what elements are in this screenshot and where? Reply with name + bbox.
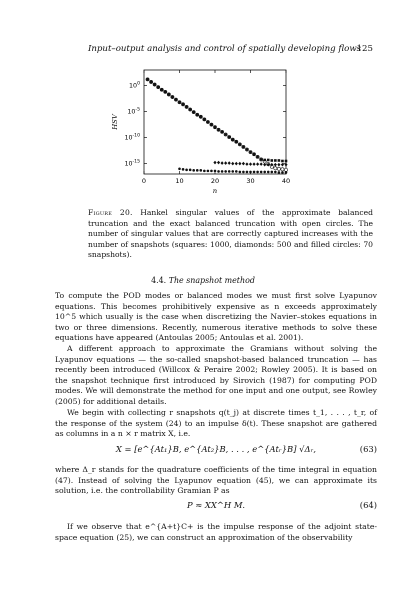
hsv-point-1000-snapshots: [210, 123, 213, 126]
hsv-point-1000-snapshots: [150, 81, 153, 84]
hsv-point-70-snapshots: [214, 170, 217, 173]
hsv-point-500-snapshots: [274, 163, 277, 167]
y-tick-label: $10^{-15}$: [124, 159, 140, 168]
paragraph-1: To compute the POD modes or balanced modes we must first solve Lyapunov equations. This becomes prohibitively expensive as n exceeds approximately 10^5 which usually is the case when discretizing the Navier–stokes equations in two or three dimensions. Recently, numerous iterative methods to solve these equations have appeared (Antoulas 2005; Antoulas et al. 2001).: [55, 291, 377, 342]
hsv-point-70-snapshots: [281, 171, 284, 174]
hsv-point-1000-snapshots: [221, 131, 224, 134]
paragraph-3: We begin with collecting r snapshots q(t_j) at discrete times t_1, . . . , t_r, of the response of the system (24) to an impulse δ(t). These snapshot are gathered as columns in a n × r matrix X, i.e.: [55, 408, 377, 438]
hsv-point-1000-snapshots: [235, 140, 238, 143]
hsv-point-1000-snapshots: [157, 86, 160, 89]
hsv-point-1000-snapshots: [231, 138, 234, 141]
running-title: Input–output analysis and control of spatially developing flows: [88, 44, 362, 54]
equation-63: [55, 444, 377, 458]
hsv-point-1000-snapshots: [164, 91, 167, 94]
hsv-point-500-snapshots: [231, 162, 234, 166]
hsv-point-1000-snapshots: [189, 108, 192, 111]
hsv-point-70-snapshots: [267, 171, 270, 174]
hsv-point-70-snapshots: [203, 170, 206, 173]
equation-64: [55, 500, 377, 514]
paragraph-2: A different approach to approximate the Gramians without solving the Lyapunov equations — the so-called snapshot-based balanced truncation — has recently been introduced (Willcox & Peraire 2002; Rowley 2005). It is based on the snapshot technique first introduced by Sirovich (1987) for computing POD modes. We will demonstrate the method for one input and one output, see Rowley (2005) for additional details.: [55, 344, 377, 406]
equation-63-body: X = [e^{At₁}B, e^{At₂}B, . . . , e^{Atᵣ}B] √Δᵣ,: [115, 444, 317, 454]
hsv-point-500-snapshots: [238, 162, 241, 166]
hsv-point-exact: [281, 168, 284, 171]
hsv-point-1000-snapshots: [246, 148, 249, 151]
hsv-point-70-snapshots: [221, 170, 224, 173]
section-number: 4.4.: [151, 276, 167, 285]
paragraph-5: If we observe that e^{A+t}C+ is the impulse response of the adjoint state-space equation (25), we can construct an approximation of the observability: [55, 522, 377, 542]
equation-64-number: (64): [359, 500, 377, 510]
y-tick-label: $10^{-10}$: [124, 133, 140, 142]
hsv-point-70-snapshots: [256, 171, 259, 174]
hsv-point-500-snapshots: [263, 163, 266, 167]
x-tick-label: 40: [281, 177, 291, 185]
plot-frame: [144, 70, 286, 174]
section-heading: [0, 276, 406, 285]
hsv-point-1000-snapshots: [239, 143, 242, 146]
hsv-point-1000-snapshots: [192, 111, 195, 114]
hsv-point-1000-snapshots: [214, 126, 217, 129]
x-tick-label: 0: [141, 177, 147, 185]
hsv-point-500-snapshots: [213, 161, 216, 165]
hsv-point-1000-snapshots: [217, 129, 220, 132]
hsv-point-70-snapshots: [235, 170, 238, 173]
y-axis-label: HSV: [111, 114, 119, 130]
hsv-point-1000-snapshots: [274, 159, 277, 162]
hsv-point-70-snapshots: [260, 171, 263, 174]
hsv-point-70-snapshots: [196, 169, 199, 172]
hsv-point-1000-snapshots: [271, 159, 274, 162]
hsv-point-500-snapshots: [245, 162, 248, 166]
hsv-point-exact: [284, 168, 287, 171]
hsv-point-70-snapshots: [253, 171, 256, 174]
hsv-point-70-snapshots: [249, 171, 252, 174]
hsv-point-70-snapshots: [285, 171, 288, 174]
hsv-point-1000-snapshots: [281, 160, 284, 163]
x-tick-label: 20: [210, 177, 220, 185]
hsv-point-70-snapshots: [224, 170, 227, 173]
hsv-point-70-snapshots: [239, 171, 242, 174]
figure-caption-text: Hankel singular values of the approximate balanced truncation and the exact balanced truncation with open circles. The number of singular values that are correctly captured increases with the number of snapshots (squares: 1000, diamonds: 500 and filled circles: 70 snapshots).: [88, 208, 373, 260]
figure-label: Figure 20.: [88, 208, 133, 217]
hsv-point-500-snapshots: [221, 161, 224, 165]
hsv-point-1000-snapshots: [253, 153, 256, 156]
hsv-point-1000-snapshots: [200, 116, 203, 119]
hsv-point-1000-snapshots: [224, 133, 227, 136]
running-header: [88, 44, 373, 58]
hsv-point-1000-snapshots: [175, 98, 178, 101]
hsv-point-1000-snapshots: [146, 78, 149, 81]
hsv-point-1000-snapshots: [178, 101, 181, 104]
hsv-point-500-snapshots: [228, 161, 231, 165]
hsv-point-1000-snapshots: [182, 103, 185, 106]
y-tick-label: $10^0$: [129, 81, 140, 90]
hsv-point-500-snapshots: [256, 162, 259, 166]
hsv-point-500-snapshots: [235, 162, 238, 166]
hsv-point-exact: [277, 167, 280, 170]
hsv-point-70-snapshots: [217, 170, 220, 173]
hsv-point-70-snapshots: [182, 168, 185, 171]
hsv-point-1000-snapshots: [153, 83, 156, 86]
hsv-point-70-snapshots: [246, 171, 249, 174]
section-title: The snapshot method: [168, 276, 255, 285]
hsv-point-70-snapshots: [185, 169, 188, 172]
hsv-point-500-snapshots: [217, 161, 220, 165]
x-tick-label: 10: [175, 177, 184, 185]
hsv-point-70-snapshots: [274, 171, 277, 174]
hsv-point-1000-snapshots: [185, 106, 188, 109]
hsv-point-70-snapshots: [200, 169, 203, 172]
hsv-point-70-snapshots: [228, 170, 231, 173]
hsv-point-70-snapshots: [242, 171, 245, 174]
hsv-point-70-snapshots: [178, 168, 181, 171]
hsv-chart: [108, 66, 308, 198]
hsv-point-70-snapshots: [271, 171, 274, 174]
hsv-point-500-snapshots: [242, 162, 245, 166]
equation-63-number: (63): [359, 444, 377, 454]
hsv-point-1000-snapshots: [207, 121, 210, 124]
hsv-point-70-snapshots: [192, 169, 195, 172]
hsv-point-exact: [274, 167, 277, 170]
hsv-point-1000-snapshots: [256, 156, 259, 159]
hsv-point-1000-snapshots: [260, 158, 263, 161]
hsv-point-1000-snapshots: [196, 113, 199, 116]
hsv-point-1000-snapshots: [249, 151, 252, 154]
hsv-point-1000-snapshots: [278, 159, 281, 162]
hsv-point-70-snapshots: [210, 170, 213, 173]
figure-caption: [88, 208, 373, 261]
x-axis-label: n: [212, 187, 218, 195]
hsv-point-1000-snapshots: [267, 159, 270, 162]
hsv-point-1000-snapshots: [203, 118, 206, 121]
y-tick-label: $10^{-5}$: [127, 107, 140, 116]
hsv-point-70-snapshots: [207, 170, 210, 173]
hsv-point-70-snapshots: [189, 169, 192, 172]
hsv-point-1000-snapshots: [242, 146, 245, 149]
hsv-point-1000-snapshots: [168, 93, 171, 96]
hsv-point-70-snapshots: [278, 171, 281, 174]
hsv-point-70-snapshots: [263, 171, 266, 174]
hsv-point-500-snapshots: [260, 162, 263, 166]
hsv-point-1000-snapshots: [285, 160, 288, 163]
x-tick-label: 30: [246, 177, 255, 185]
equation-64-body: P ≈ XX^H M.: [186, 500, 246, 510]
hsv-point-1000-snapshots: [228, 136, 231, 139]
hsv-point-500-snapshots: [277, 163, 280, 167]
page-number: 125: [356, 44, 373, 54]
hsv-point-500-snapshots: [252, 162, 255, 166]
paragraph-4: where Δ_r stands for the quadrature coefficients of the time integral in equation (47). Instead of solving the Lyapunov equation (45), we can approximate its solution, i.e. the controllability Gramian P as: [55, 465, 377, 495]
hsv-point-1000-snapshots: [263, 159, 266, 162]
hsv-point-1000-snapshots: [171, 96, 174, 99]
hsv-point-70-snapshots: [231, 170, 234, 173]
hsv-point-500-snapshots: [249, 162, 252, 166]
hsv-point-1000-snapshots: [160, 88, 163, 91]
hsv-point-500-snapshots: [224, 161, 227, 165]
